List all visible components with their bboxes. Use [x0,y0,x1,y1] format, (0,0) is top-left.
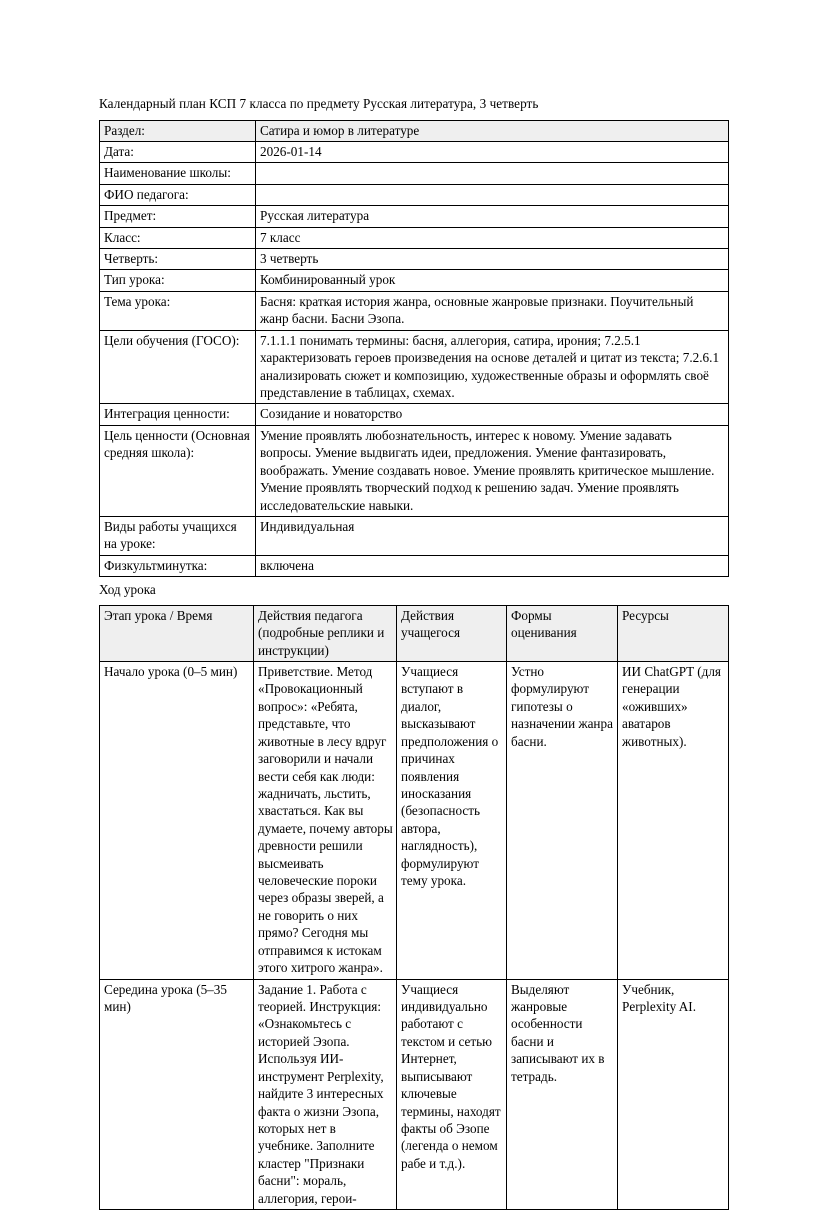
flow-stage-cell: Середина урока (5–35 мин) [100,979,254,1209]
info-value-cell: 7.1.1.1 понимать термины: басня, аллегория, сатира, ирония; 7.2.5.1 характеризовать героев произведения на основе деталей и цитат из текста; 7.2.6.1 анализировать сюжет и композицию, художественные образы и оформлять своё представление в таблицах, схемах. [256,330,729,404]
info-value-cell: 2026-01-14 [256,141,729,162]
table-row [100,120,729,141]
table-row [100,249,729,270]
info-label-cell: Дата: [100,141,256,162]
table-row [100,661,729,979]
flow-student-cell: Учащиеся индивидуально работают с текстом и сетью Интернет, выписывают ключевые термины, находят факты об Эзопе (легенда о немом рабе и т.д.). [397,979,507,1209]
table-row [100,555,729,576]
info-label-cell: Четверть: [100,249,256,270]
info-label-cell: ФИО педагога: [100,184,256,205]
info-value-cell: Созидание и новаторство [256,404,729,425]
flow-resources-cell: Учебник, Perplexity AI. [618,979,729,1209]
info-value-cell: Индивидуальная [256,516,729,555]
lesson-flow-table [99,605,729,1210]
table-row [100,404,729,425]
page-title: Календарный план КСП 7 класса по предмету Русская литература, 3 четверть [99,96,539,111]
info-value-cell: 7 класс [256,227,729,248]
info-label-cell: Интеграция ценности: [100,404,256,425]
lesson-flow-heading: Ход урока [99,582,156,598]
table-row [100,227,729,248]
info-label-cell: Тип урока: [100,270,256,291]
flow-column-header: Ресурсы [618,605,729,661]
flow-teacher-cell: Приветствие. Метод «Провокационный вопрос»: «Ребята, представьте, что животные в лесу вдруг заговорили и начали вести себя как люди: жадничать, льстить, хвастаться. Как вы думаете, почему авторы древности решили высмеивать человеческие пороки через образы зверей, а не говорить о них прямо? Сегодня мы отправимся к истокам этого хитрого жанра». [254,661,397,979]
info-label-cell: Виды работы учащихся на уроке: [100,516,256,555]
flow-student-cell: Учащиеся вступают в диалог, высказывают предположения о причинах появления иносказания (безопасность автора, наглядность), формулируют тему урока. [397,661,507,979]
table-row [100,425,729,516]
flow-column-header: Формы оценивания [507,605,618,661]
table-row [100,206,729,227]
flow-assessment-cell: Устно формулируют гипотезы о назначении жанра басни. [507,661,618,979]
info-label-cell: Предмет: [100,206,256,227]
flow-assessment-cell: Выделяют жанровые особенности басни и записывают их в тетрадь. [507,979,618,1209]
info-value-cell: Сатира и юмор в литературе [256,120,729,141]
table-row [100,979,729,1209]
info-value-cell: Русская литература [256,206,729,227]
info-label-cell: Физкультминутка: [100,555,256,576]
info-value-cell: включена [256,555,729,576]
info-value-cell: Басня: краткая история жанра, основные жанровые признаки. Поучительный жанр басни. Басни Эзопа. [256,291,729,330]
info-label-cell: Цели обучения (ГОСО): [100,330,256,404]
flow-teacher-cell: Задание 1. Работа с теорией. Инструкция: «Ознакомьтесь с историей Эзопа. Используя ИИ-инструмент Perplexity, найдите 3 интересных факта о жизни Эзопа, которых нет в учебнике. Заполните кластер "Признаки басни": мораль, аллегория, герои- [254,979,397,1209]
info-label-cell: Раздел: [100,120,256,141]
info-label-cell: Наименование школы: [100,163,256,184]
table-row [100,291,729,330]
flow-column-header: Этап урока / Время [100,605,254,661]
info-value-cell [256,184,729,205]
lesson-info-table [99,120,729,578]
info-label-cell: Тема урока: [100,291,256,330]
info-value-cell [256,163,729,184]
flow-resources-cell: ИИ ChatGPT (для генерации «оживших» аватаров животных). [618,661,729,979]
info-value-cell: 3 четверть [256,249,729,270]
flow-header-row [100,605,729,661]
table-row [100,270,729,291]
info-label-cell: Класс: [100,227,256,248]
table-row [100,141,729,162]
table-row [100,330,729,404]
info-value-cell: Комбинированный урок [256,270,729,291]
info-value-cell: Умение проявлять любознательность, интерес к новому. Умение задавать вопросы. Умение выдвигать идеи, предложения. Умение фантазировать, воображать. Умение создавать новое. Умение проявлять критическое мышление. Умение проявлять творческий подход к решению задач. Умение проявлять исследовательские навыки. [256,425,729,516]
flow-column-header: Действия педагога (подробные реплики и инструкции) [254,605,397,661]
table-row [100,184,729,205]
flow-stage-cell: Начало урока (0–5 мин) [100,661,254,979]
flow-column-header: Действия учащегося [397,605,507,661]
table-row [100,516,729,555]
table-row [100,163,729,184]
info-label-cell: Цель ценности (Основная средняя школа): [100,425,256,516]
